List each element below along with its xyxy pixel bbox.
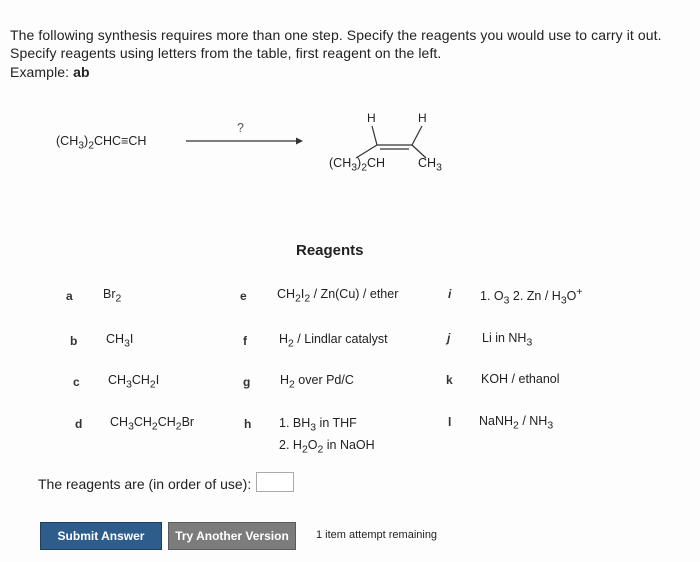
reagent-h-line-2: 2. $H_2O_2$ in NaOH xyxy=(279,437,375,455)
reagent-d: $CH_3CH_2CH_2Br$ xyxy=(110,415,195,433)
reagent-h xyxy=(279,415,375,458)
reagent-letter-i: i xyxy=(448,287,452,301)
reagent-h-line-1: 1. $BH_3$ in THF xyxy=(279,416,357,434)
submit-answer-button[interactable]: Submit Answer xyxy=(40,522,162,550)
attempts-remaining: 1 item attempt remaining xyxy=(316,529,438,541)
reactant-formula: $(CH_3)_2CHC\equiv CH$ xyxy=(56,134,147,152)
try-another-version-button[interactable]: Try Another Version xyxy=(168,522,296,550)
product-h-left: H xyxy=(367,111,376,125)
answer-label: The reagents are (in order of use): xyxy=(38,476,252,492)
product-h-right: H xyxy=(418,111,427,125)
reagent-letter-e: e xyxy=(240,289,247,303)
product-substituent-left: $(CH_3)_2CH$ xyxy=(329,156,386,174)
reagent-letter-b: b xyxy=(70,334,78,348)
alkene-bond-icon xyxy=(340,118,430,160)
reagent-letter-l: l xyxy=(448,415,452,429)
reagent-letter-g: g xyxy=(243,375,251,389)
reagent-b: $CH_3I$ xyxy=(106,332,134,350)
reagent-j: Li in $NH_3$ xyxy=(482,331,533,349)
reagent-f: $H_2$ / Lindlar catalyst xyxy=(279,332,388,350)
reagent-letter-d: d xyxy=(75,417,83,431)
reagents-title: Reagents xyxy=(296,242,364,259)
reagent-letter-h: h xyxy=(244,417,252,431)
reagent-a: $Br_2$ xyxy=(103,287,122,305)
example-value: ab xyxy=(73,64,90,80)
example xyxy=(10,63,662,81)
answer-input[interactable] xyxy=(256,472,294,492)
reagent-l: NaNH$_2$ / $NH_3$ xyxy=(479,414,554,432)
reagent-i: 1. $O_3$ 2. Zn / $H_3O^+$ xyxy=(480,287,583,307)
instructions-line-2: Specify reagents using letters from the table, first reagent on the left. xyxy=(10,45,442,61)
reaction-question-mark: ? xyxy=(237,121,244,135)
reagent-letter-a: a xyxy=(66,289,73,303)
reagent-letter-j: j xyxy=(447,331,451,345)
reagent-letter-f: f xyxy=(243,334,247,348)
product-substituent-right: $CH_3$ xyxy=(418,156,442,174)
instructions xyxy=(10,26,662,81)
reagent-g: $H_2$ over Pd/C xyxy=(280,373,354,391)
reagent-e: $CH_2I_2 / Zn(Cu)$ / ether xyxy=(277,287,399,305)
instructions-line-1: The following synthesis requires more than one step. Specify the reagents you would use to carry it out. xyxy=(10,27,662,43)
reagent-c: $CH_3CH_2I$ xyxy=(108,373,160,391)
reaction-arrow-icon xyxy=(186,136,304,146)
reagent-k: KOH / ethanol xyxy=(481,372,560,386)
example-label: Example: xyxy=(10,64,74,80)
reagent-letter-k: k xyxy=(446,373,453,387)
reagent-letter-c: c xyxy=(73,375,80,389)
